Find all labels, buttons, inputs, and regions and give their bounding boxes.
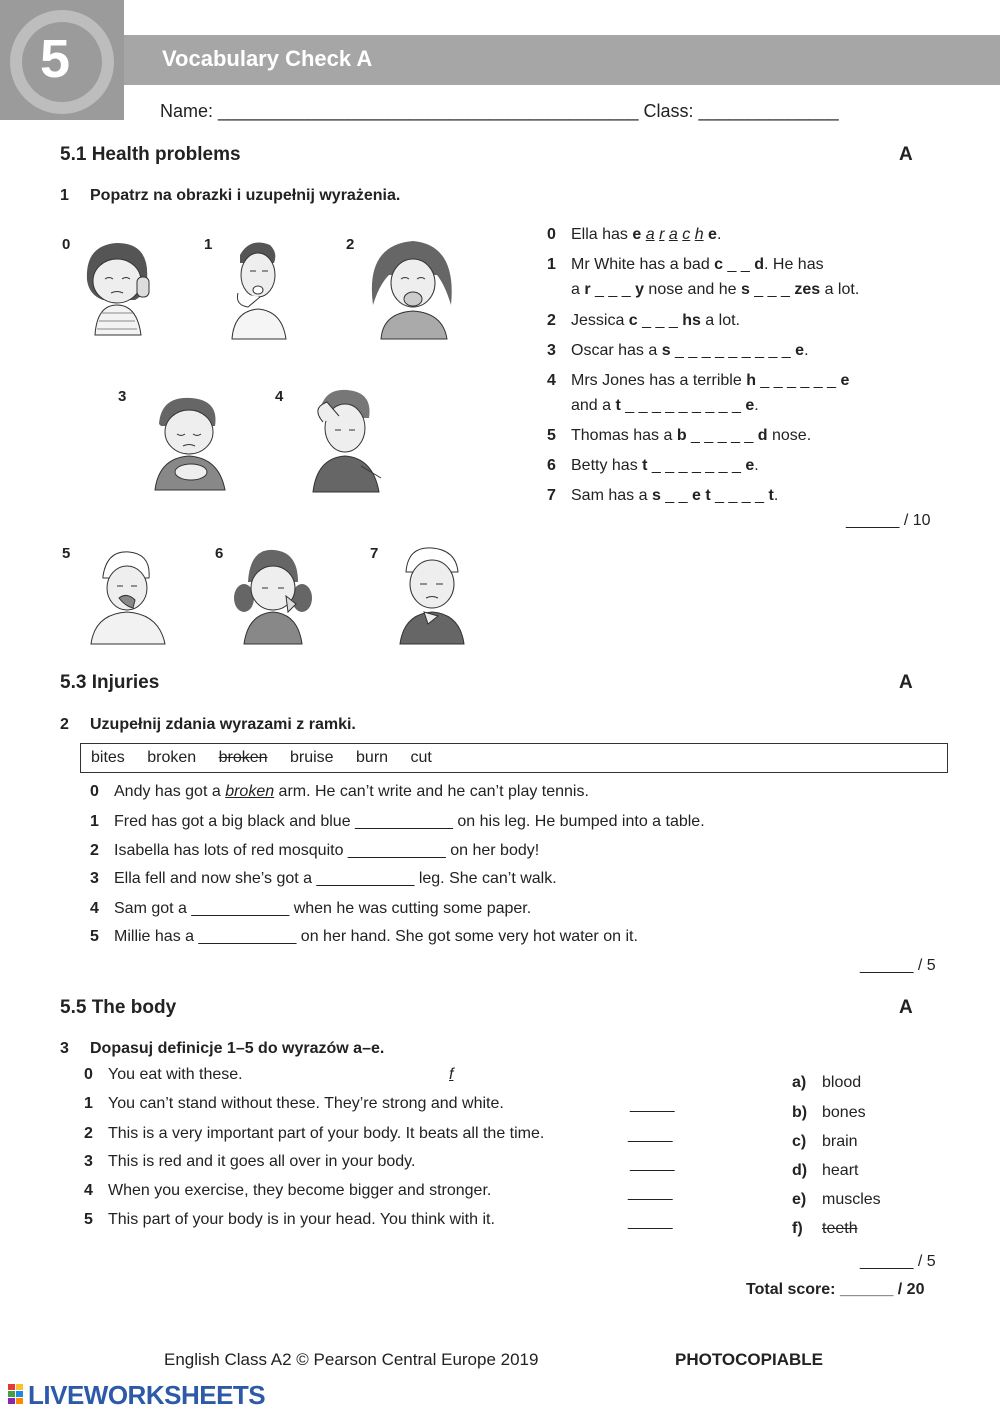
word-option: bites — [91, 749, 125, 766]
section-level-body: A — [899, 997, 913, 1018]
section-level-injuries: A — [899, 672, 913, 693]
instruction-text: Popatrz na obrazki i uzupełnij wyrażenia. — [90, 187, 401, 204]
definition-item: 0 You eat with these. — [84, 1066, 243, 1083]
body-option: e) muscles — [792, 1191, 881, 1208]
sore-throat-boy-illustration — [398, 546, 466, 646]
section-title-health: 5.1 Health problems — [60, 144, 241, 165]
picture-label: 4 — [275, 388, 284, 405]
total-score — [746, 1281, 924, 1299]
headache-woman-illustration — [305, 388, 385, 493]
list-item: 3 Oscar has a s _ _ _ _ _ _ _ _ _ e. — [547, 342, 809, 359]
photocopiable-label: PHOTOCOPIABLE — [675, 1350, 823, 1369]
score-section3[interactable]: ______ / 5 — [860, 1253, 936, 1270]
exercise-1-instruction — [60, 187, 400, 205]
earache-girl-illustration — [75, 235, 160, 340]
injury-item[interactable]: 2 Isabella has lots of red mosquito ___________ on her body! — [90, 842, 540, 859]
unit-number: 5 — [40, 29, 71, 89]
definition-item: 3 This is red and it goes all over in your body. — [84, 1153, 416, 1170]
answer-blank[interactable]: _____ — [630, 1096, 675, 1113]
body-option-used: f) teeth — [792, 1220, 858, 1237]
section-title-body: 5.5 The body — [60, 997, 177, 1018]
body-option: c) brain — [792, 1133, 858, 1150]
picture-label: 0 — [62, 236, 71, 253]
word-option: bruise — [290, 749, 334, 766]
exercise-2-instruction: 2 Uzupełnij zdania wyrazami z ramki. — [60, 716, 356, 733]
list-item: 6 Betty has t _ _ _ _ _ _ _ e. — [547, 457, 759, 474]
exercise-3-instruction: 3 Dopasuj definicje 1–5 do wyrazów a–e. — [60, 1040, 385, 1057]
injury-item[interactable]: 1 Fred has got a big black and blue ___________ on his leg. He bumped into a table. — [90, 813, 705, 830]
picture-label: 5 — [62, 545, 71, 562]
picture-label: 6 — [215, 545, 224, 562]
picture-label: 2 — [346, 236, 355, 253]
example-answer: broken — [225, 783, 275, 800]
liveworksheets-brand[interactable]: LIVEWORKSHEETS — [28, 1380, 266, 1410]
word-box — [80, 743, 948, 773]
name-class-line: Name: __________________________________________ Class: ______________ — [160, 101, 839, 121]
total-score-value[interactable]: ______ / 20 — [839, 1281, 925, 1298]
picture-label: 7 — [370, 545, 379, 562]
body-option: b) bones — [792, 1104, 866, 1121]
list-item: 5 Thomas has a b _ _ _ _ _ d nose. — [547, 427, 812, 444]
word-option-used: broken — [218, 749, 268, 766]
answer-blank[interactable]: _____ — [630, 1155, 675, 1172]
stomachache-boy-illustration — [145, 392, 235, 492]
word-option: broken — [147, 749, 197, 766]
body-option: d) heart — [792, 1162, 859, 1179]
list-item: a r _ _ _ y nose and he s _ _ _ zes a lot. — [571, 281, 860, 298]
cold-man-illustration — [220, 235, 295, 340]
definition-answer-example: f — [449, 1066, 454, 1083]
word-option: cut — [410, 749, 432, 766]
toothache-girl-illustration — [230, 546, 315, 646]
total-score-label: Total score: — [746, 1281, 836, 1298]
exercise-number: 1 — [60, 187, 69, 204]
picture-label: 1 — [204, 236, 213, 253]
list-item: and a t _ _ _ _ _ _ _ _ _ e. — [571, 397, 759, 414]
answer-blank[interactable]: _____ — [628, 1126, 673, 1143]
list-item: 0 Ella has e a r a c h e. — [547, 226, 722, 243]
body-option: a) blood — [792, 1074, 862, 1091]
answer-blank[interactable]: _____ — [628, 1213, 673, 1230]
list-item: 2 Jessica c _ _ _ hs a lot. — [547, 312, 740, 329]
section-title-injuries: 5.3 Injuries — [60, 672, 160, 693]
picture-label: 3 — [118, 388, 127, 405]
word-option: burn — [356, 749, 389, 766]
score-section2[interactable]: ______ / 5 — [860, 957, 936, 974]
nosebleed-boy-illustration — [85, 548, 170, 646]
definition-item: 5 This part of your body is in your head. You think with it. — [84, 1211, 495, 1228]
injury-item: 0 Andy has got a broken arm. He can’t write and he can’t play tennis. — [90, 783, 589, 800]
injury-item[interactable]: 5 Millie has a ___________ on her hand. She got some very hot water on it. — [90, 928, 638, 945]
copyright: English Class A2 © Pearson Central Europe 2019 — [164, 1350, 539, 1369]
definition-item: 4 When you exercise, they become bigger and stronger. — [84, 1182, 492, 1199]
definition-item: 1 You can’t stand without these. They’re strong and white. — [84, 1095, 504, 1112]
list-item: 7 Sam has a s _ _ e t _ _ _ _ t. — [547, 487, 779, 504]
section-level-health: A — [899, 144, 913, 165]
list-item: 1 Mr White has a bad c _ _ d. He has — [547, 256, 824, 273]
injury-item[interactable]: 3 Ella fell and now she’s got a ___________ leg. She can’t walk. — [90, 870, 557, 887]
definition-item: 2 This is a very important part of your body. It beats all the time. — [84, 1125, 545, 1142]
score-section1[interactable]: ______ / 10 — [846, 512, 931, 529]
list-item: 4 Mrs Jones has a terrible h _ _ _ _ _ _ e — [547, 372, 850, 389]
injury-item[interactable]: 4 Sam got a ___________ when he was cutting some paper. — [90, 900, 532, 917]
cough-girl-illustration — [365, 235, 460, 340]
answer-blank[interactable]: _____ — [628, 1184, 673, 1201]
page-title: Vocabulary Check A — [162, 46, 373, 71]
